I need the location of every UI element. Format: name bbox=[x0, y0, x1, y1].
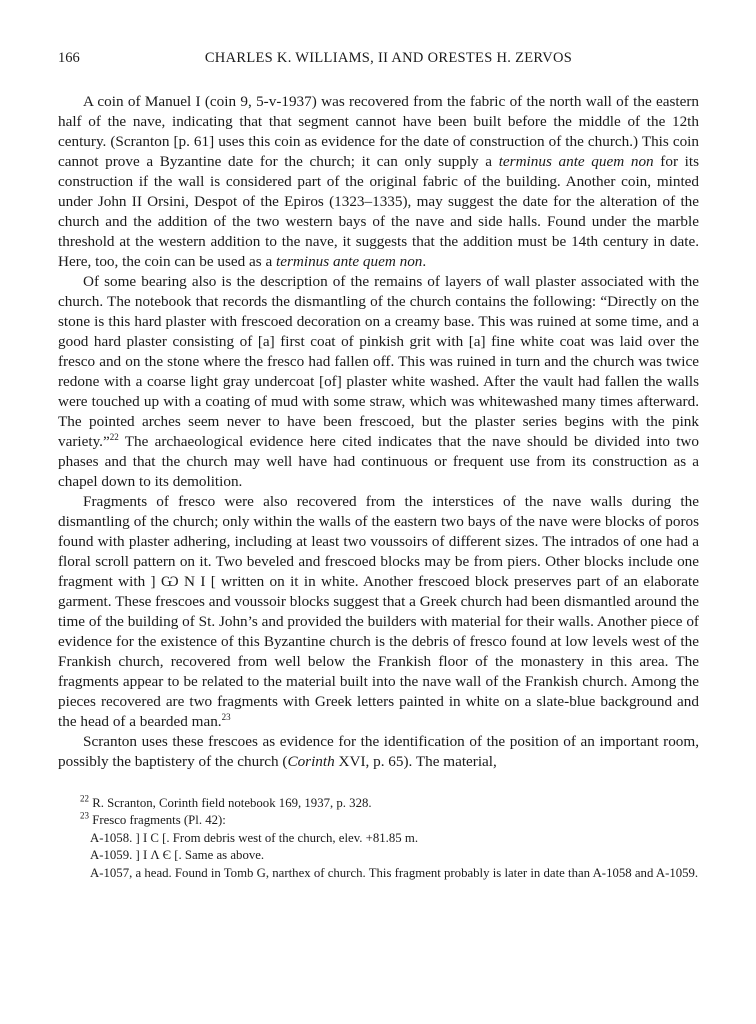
italic-term: terminus ante quem non bbox=[276, 253, 423, 270]
footnotes bbox=[58, 795, 699, 882]
footnote-23: $^{23}$ Fresco fragments (Pl. 42): bbox=[80, 811, 226, 828]
footnote-22: $^{22}$ R. Scranton, Corinth field notebook 169, 1937, p. 328. bbox=[80, 793, 372, 810]
footnote-ref[interactable]: 22 bbox=[109, 431, 119, 442]
paragraph-2: Of some bearing also is the description of the remains of layers of wall plaster associated with the church. The notebook that records the dismantling of the church contains the following: “Directly on the stone is this hard plaster with frescoed decoration on a creamy base. This was ruined at some time, and a good hard plaster consisting of [a] first coat of pinkish grit with [a] fine white coat was laid over the fresco and on the stone where the fresco had fallen off. This was ruined in turn and the church was twice redone with a coarse light gray undercoat [of] plaster white washed. After the vault had fallen the walls were touched up with a coating of mud with some straw, which was whitewashed many times afterward. The pointed arches seem never to have been frescoed, but the plaster series begins with the pink variety.”$^{22}$ The archaeological evidence here cited indicates that the nave should be divided into two phases and that the church may well have had continuous or frequent use from its construction as a chapel down to its demolition. bbox=[58, 273, 699, 490]
footnote-number: 22 bbox=[80, 793, 89, 804]
italic-term: terminus ante quem non bbox=[498, 153, 654, 170]
paragraph-3: Fragments of fresco were also recovered from the interstices of the nave walls during the dismantling of the church; only within the walls of the eastern two bays of the nave were blocks of poros found with plaster adhering, including at least two voussoirs of different sizes. The intrados of one had a floral scroll pattern on it. Two beveled and frescoed blocks may be from piers. Other blocks include one fragment with ] Ѡ N I [ written on it in white. Another frescoed block preserves part of an elaborate garment. These frescoes and voussoir blocks suggest that a Greek church had been dismantled around the time of the building of St. John’s and provided the builders with material for their walls. Another piece of evidence for the existence of this Byzantine church is the debris of fresco found at low levels west of the Frankish church, recovered from well below the Frankish floor of the monastery in this area. The fragments appear to be related to the material built into the nave wall of the Frankish church. Among the pieces recovered are two fragments with Greek letters painted in white on a slate-blue background and the head of a bearded man.$^{23}$ bbox=[58, 493, 699, 730]
italic-title: Corinth bbox=[287, 753, 335, 770]
body-text bbox=[58, 92, 699, 772]
running-head: CHARLES K. WILLIAMS, II AND ORESTES H. ZERVOS bbox=[204, 50, 573, 66]
footnote-number: 23 bbox=[80, 811, 89, 822]
page-header bbox=[58, 50, 699, 72]
page bbox=[58, 50, 699, 882]
page-number: 166 bbox=[58, 50, 80, 66]
paragraph-4: Scranton uses these frescoes as evidence for the identification of the position of an important room, possibly the baptistery of the church (Corinth XVI, p. 65). The material, bbox=[58, 733, 699, 770]
footnote-item: A-1057, a head. Found in Tomb G, narthex of church. This fragment probably is later in date than A-1058 and A-1059. bbox=[90, 865, 699, 880]
footnote-item: A-1059. ] I Λ Є [. Same as above. bbox=[90, 848, 265, 863]
footnote-ref[interactable]: 23 bbox=[221, 711, 231, 722]
footnote-item: A-1058. ] I C [. From debris west of the church, elev. +81.85 m. bbox=[90, 830, 419, 845]
paragraph-1: A coin of Manuel I (coin 9, 5-v-1937) was recovered from the fabric of the north wall of the eastern half of the nave, indicating that that segment cannot have been built before the middle of the 12th century. (Scranton [p. 61] uses this coin as evidence for the date of construction of the church.) This coin cannot prove a Byzantine date for the church; it can only supply a terminus ante quem non for its construction if the wall is considered part of the original fabric of the building. Another coin, minted under John II Orsini, Despot of the Epiros (1323–1335), may suggest the date for the alteration of the church and the addition of the two western bays of the nave and side halls. Found under the marble threshold at the western addition to the nave, it suggests that the addition must be 14th century in date. Here, too, the coin can be used as a terminus ante quem non. bbox=[58, 93, 699, 270]
